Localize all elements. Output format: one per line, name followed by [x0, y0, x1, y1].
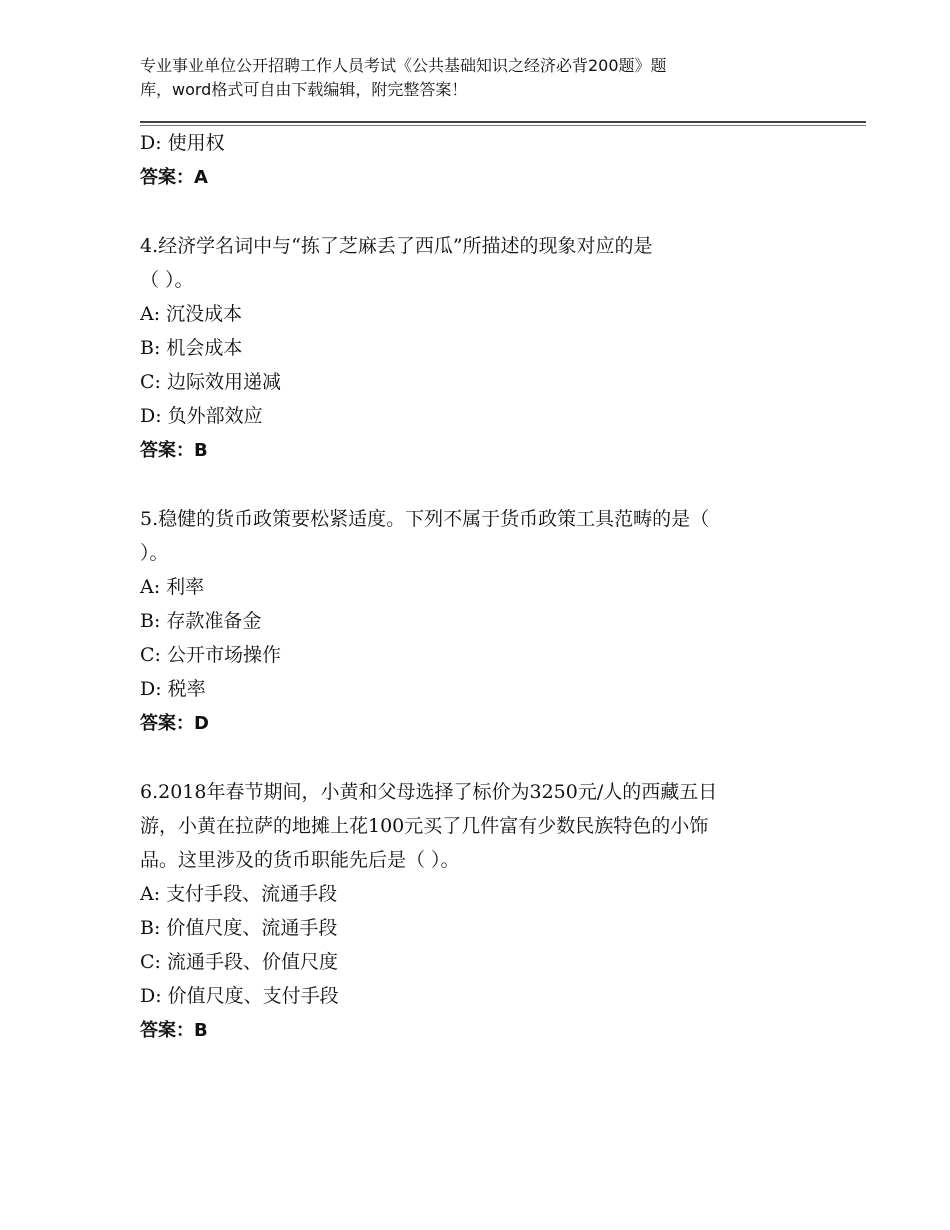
q5-option-a: A: 利率	[140, 576, 205, 598]
q5-answer: 答案：D	[140, 713, 209, 734]
q6-answer: 答案：B	[140, 1020, 208, 1041]
document-header	[140, 54, 780, 102]
q5-option-d: D: 税率	[140, 678, 206, 700]
q5-option-b: B: 存款准备金	[140, 610, 262, 632]
q5-stem-line-1: 5.稳健的货币政策要松紧适度。下列不属于货币政策工具范畴的是（	[140, 508, 710, 530]
q3-option-d: D: 使用权	[140, 132, 225, 154]
q6-option-b: B: 价值尺度、流通手段	[140, 917, 338, 939]
q6-stem-line-1: 6.2018年春节期间，小黄和父母选择了标价为3250元/人的西藏五日	[140, 781, 718, 803]
q5-option-c: C: 公开市场操作	[140, 644, 281, 666]
q6-option-a: A: 支付手段、流通手段	[140, 883, 338, 905]
q4-option-c: C: 边际效用递减	[140, 371, 281, 393]
header-title-line-1: 专业事业单位公开招聘工作人员考试《公共基础知识之经济必背200题》题	[140, 56, 667, 75]
header-divider-thin	[140, 125, 866, 126]
q4-option-d: D: 负外部效应	[140, 405, 263, 427]
q5-stem-line-2: ）。	[140, 542, 169, 564]
q6-option-c: C: 流通手段、价值尺度	[140, 951, 338, 973]
q4-option-a: A: 沉没成本	[140, 303, 243, 325]
q3-answer: 答案：A	[140, 167, 208, 188]
q4-answer: 答案：B	[140, 440, 208, 461]
q4-option-b: B: 机会成本	[140, 337, 243, 359]
q6-stem-line-2: 游，小黄在拉萨的地摊上花100元买了几件富有少数民族特色的小饰	[140, 815, 709, 837]
q4-stem-line-1: 4.经济学名词中与“拣了芝麻丢了西瓜”所描述的现象对应的是	[140, 235, 653, 257]
q6-option-d: D: 价值尺度、支付手段	[140, 985, 339, 1007]
q6-stem-line-3: 品。这里涉及的货币职能先后是（ ）。	[140, 849, 460, 871]
header-divider-thick	[140, 121, 866, 123]
q4-stem-line-2: （ ）。	[140, 269, 194, 291]
header-title-line-2: 库，word格式可自由下载编辑，附完整答案！	[140, 80, 468, 99]
